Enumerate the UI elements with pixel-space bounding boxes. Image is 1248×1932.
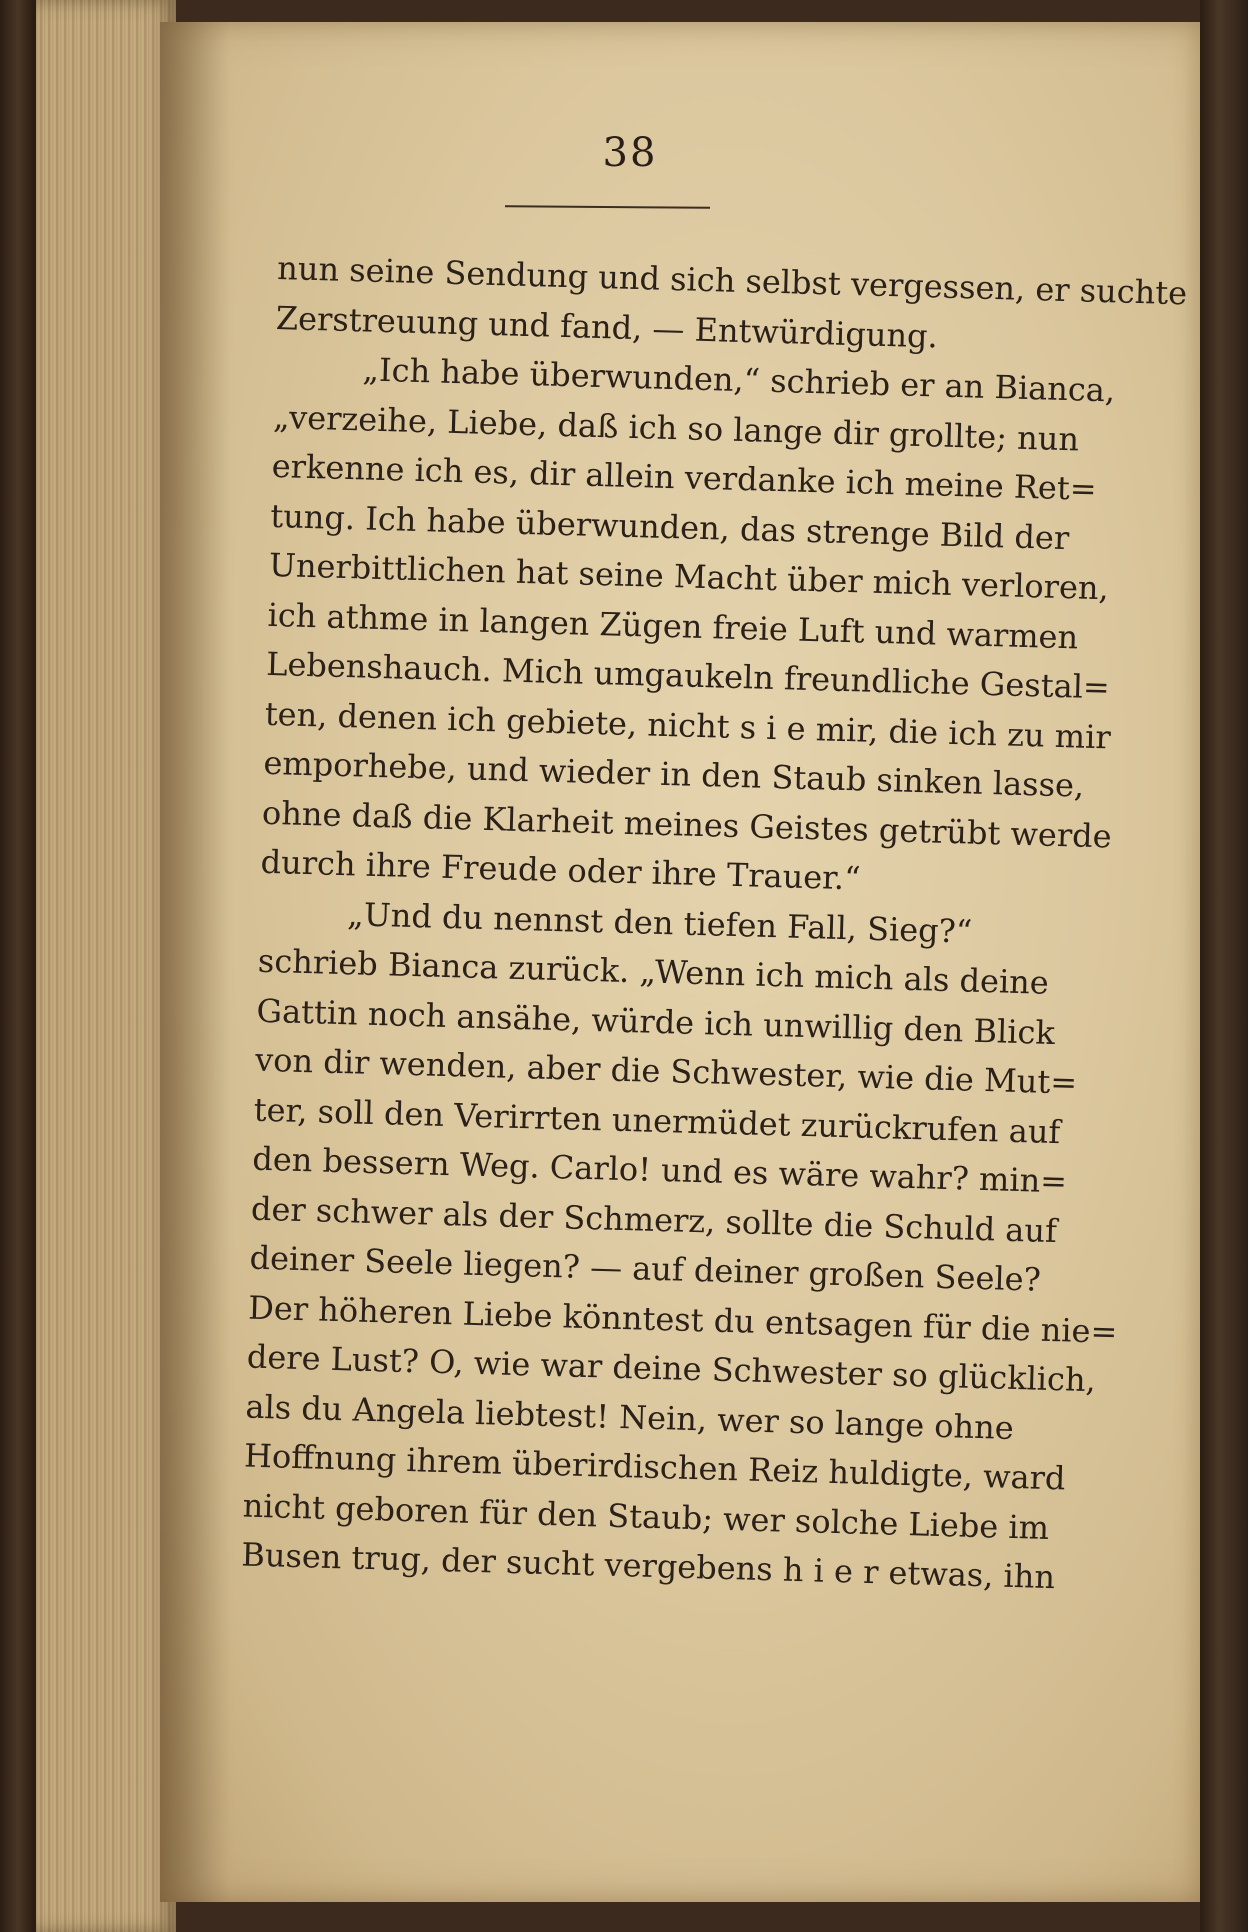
text-line: ten, denen ich gebiete, nicht s i e mir, die ich zu mir [264,694,1112,756]
text-line: ter, soll den Verirrten unermüdet zurückrufen auf [253,1090,1061,1151]
text-line: Zerstreuung und fand, — Entwürdigung. [275,298,939,355]
text-line: emporhebe, und wieder in den Staub sinken lasse, [262,743,1085,805]
spine-shadow [160,22,230,1902]
text-line: schrieb Bianca zurück. „Wenn ich mich als deine [257,941,1050,1002]
book-cover-edge [1200,0,1248,1932]
text-line: durch ihre Freude oder ihre Trauer.“ [260,842,862,898]
text-line: nun seine Sendung und sich selbst vergessen, er suchte [276,248,1188,313]
text-line: „Ich habe überwunden,“ schrieb er an Bianca, [362,350,1116,410]
page-number: 38 [602,130,658,176]
text-line: tung. Ich habe überwunden, das strenge Bild der [269,496,1070,557]
text-line: „Und du nennst den tiefen Fall, Sieg?“ [346,894,973,951]
text-line: deiner Seele liegen? — auf deiner großen Seele? [249,1238,1042,1299]
text-line: Lebenshauch. Mich umgaukeln freundliche Gestal= [265,644,1111,707]
text-line: als du Angela liebtest! Nein, wer so lange ohne [245,1387,1015,1447]
text-line: Busen trug, der sucht vergebens h i e r etwas, ihn [240,1535,1056,1597]
text-line: nicht geboren für den Staub; wer solche Liebe im [242,1486,1050,1547]
text-line: Unerbittlichen hat seine Macht über mich verloren, [268,545,1110,608]
text-line: den bessern Weg. Carlo! und es wäre wahr? min= [251,1139,1068,1201]
text-line: Gattin noch ansähe, würde ich unwillig den Blick [256,991,1056,1052]
text-line: ich athme in langen Zügen freie Luft und warmen [267,595,1079,656]
body-text [241,244,1188,1605]
text-line: erkenne ich es, dir allein verdanke ich meine Ret= [271,446,1098,508]
text-line: Der höheren Liebe könntest du entsagen für die nie= [247,1288,1118,1351]
text-line: dere Lust? O, wie war deine Schwester so glücklich, [246,1337,1097,1400]
text-line: „verzeihe, Liebe, daß ich so lange dir grollte; nun [272,397,1080,458]
page-edges [36,0,176,1932]
text-line: der schwer als der Schmerz, sollte die Schuld auf [250,1189,1058,1250]
text-line: Hoffnung ihrem überirdischen Reiz huldigte, ward [243,1436,1066,1498]
text-line: ohne daß die Klarheit meines Geistes getrübt werde [261,793,1113,855]
text-line: von dir wenden, aber die Schwester, wie die Mut= [254,1040,1078,1102]
